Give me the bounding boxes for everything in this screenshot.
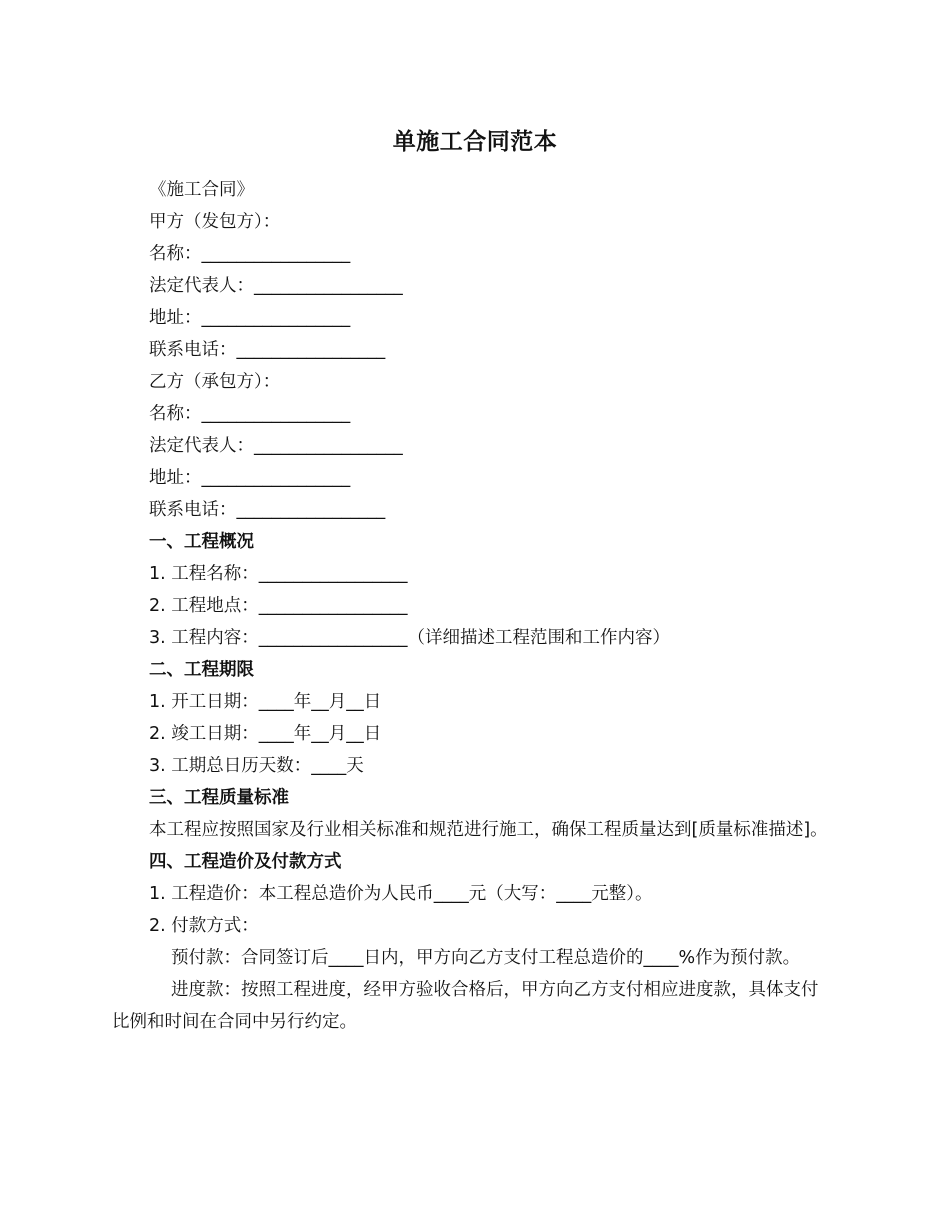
text-line: 1. 工程名称：_________________ [149, 564, 408, 584]
text-line: 2. 竣工日期：____年__月__日 [149, 724, 382, 744]
text-line: 名称：_________________ [149, 244, 351, 264]
document-body [112, 174, 832, 1038]
text-line: 法定代表人：_________________ [149, 276, 403, 296]
document-title: 单施工合同范本 [392, 129, 558, 155]
text-line: 法定代表人：_________________ [149, 436, 403, 456]
section-heading: 三、工程质量标准 [149, 788, 289, 808]
paragraph: 本工程应按照国家及行业相关标准和规范进行施工，确保工程质量达到[质量标准描述]。 [149, 820, 828, 840]
sub-clause-line: 预付款：合同签订后____日内，甲方向乙方支付工程总造价的____%作为预付款。 [171, 948, 801, 968]
text-line: 3. 工程内容：_________________（详细描述工程范围和工作内容） [149, 628, 671, 648]
text-line: 乙方（承包方）： [149, 372, 281, 392]
text-line: 地址：_________________ [149, 308, 351, 328]
text-line: 《施工合同》 [149, 180, 254, 200]
text-line: 地址：_________________ [149, 468, 351, 488]
section-heading: 二、工程期限 [149, 660, 254, 680]
section-heading: 四、工程造价及付款方式 [149, 852, 342, 872]
text-line: 2. 工程地点：_________________ [149, 596, 408, 616]
text-line: 名称：_________________ [149, 404, 351, 424]
text-line: 联系电话：_________________ [149, 500, 386, 520]
text-line: 甲方（发包方）： [149, 212, 281, 232]
sub-clause-paragraph: 进度款：按照工程进度，经甲方验收合格后，甲方向乙方支付相应进度款，具体支付比例和时间在合同中另行约定。 [112, 980, 819, 1032]
text-line: 2. 付款方式： [149, 916, 259, 936]
section-heading: 一、工程概况 [149, 532, 254, 552]
text-line: 1. 工程造价：本工程总造价为人民币____元（大写：____元整）。 [149, 884, 653, 904]
text-line: 1. 开工日期：____年__月__日 [149, 692, 382, 712]
text-line: 联系电话：_________________ [149, 340, 386, 360]
text-line: 3. 工期总日历天数：____天 [149, 756, 364, 776]
